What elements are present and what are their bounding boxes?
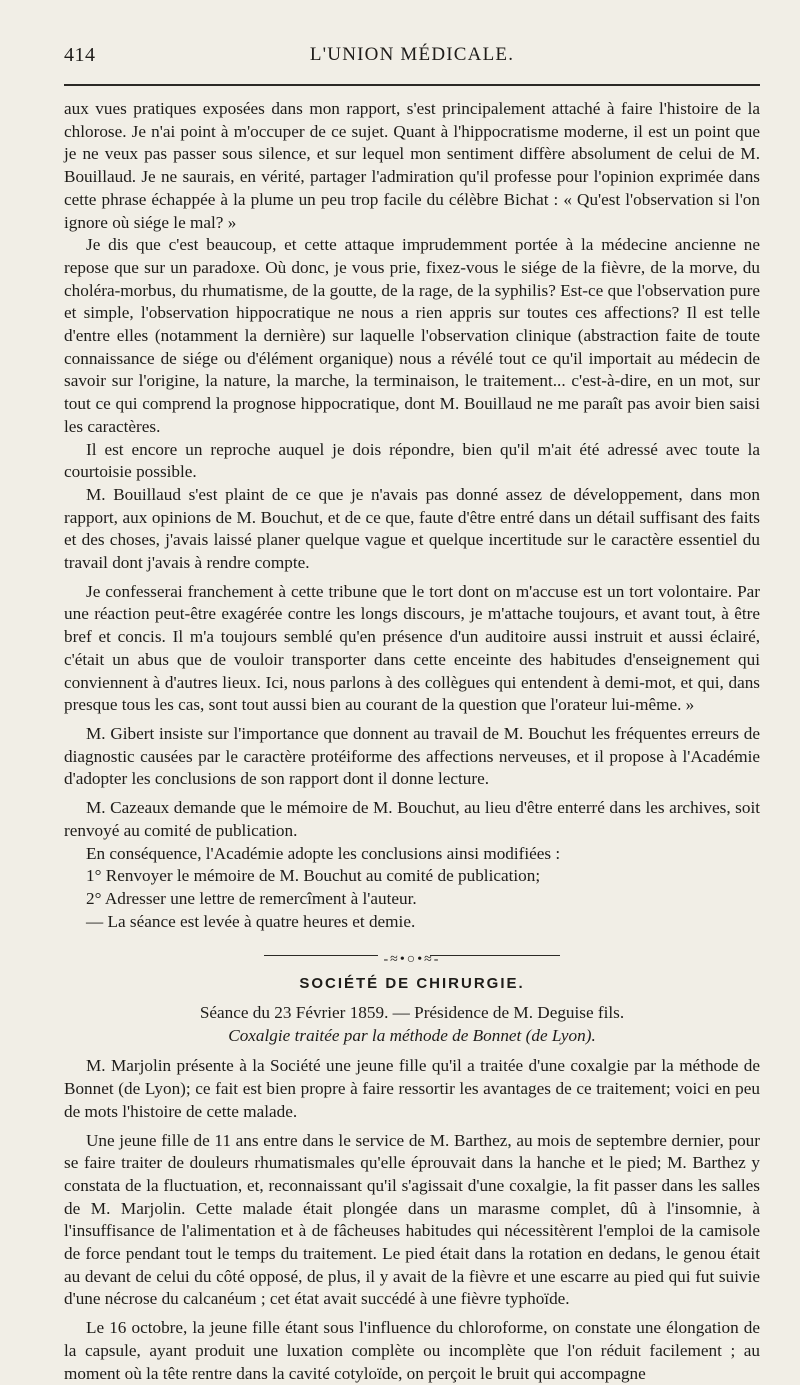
paragraph: Il est encore un reproche auquel je dois répondre, bien qu'il m'ait été adressé avec toute la courtoisie possible. [64,439,760,482]
conclusions-list [64,865,760,933]
paragraph: M. Bouillaud s'est plaint de ce que je n'avais pas donné assez de développement, dans mon rapport, aux opinions de M. Bouchut, et de ce que, faute d'être entré dans un détail suffisant des faits et des choses, j'avais laissé planer quelque vague et quelque incertitude sur le caractère essentiel du travail dont j'avais à rendre compte. [64,484,760,573]
list-item: — La séance est levée à quatre heures et demie. [86,911,416,931]
header-rule [64,84,760,86]
page-number: 414 [64,44,96,66]
list-item: 2° Adresser une lettre de remercîment à l'auteur. [86,888,417,908]
paragraph: M. Cazeaux demande que le mémoire de M. Bouchut, au lieu d'être enterré dans les archives, soit renvoyé au comité de publication. [64,798,760,840]
paragraph: Le 16 octobre, la jeune fille étant sous l'influence du chloroforme, on constate une élongation de la capsule, ayant produit une luxation complète ou incomplète que l'on réduit facilement ; au moment où la tête rentre dans la cavité cotyloïde, on perçoit le bruit qui accompagne [64,1318,760,1383]
paragraph: Je confesserai franchement à cette tribune que le tort dont on m'accuse est un tort volontaire. Par une réaction peut-être exagérée contre les longs discours, je m'attache toujours, et avant tout, à être bref et concis. Il m'a toujours semblé qu'en présence d'un auditoire aussi instruit et aussi éclairé, c'était un abus que de vouloir transporter dans cette enceinte des habitudes d'enseignement qui conviennent à d'autres lieux. Ici, nous parlons à des collègues qui entendent à demi-mot, et qui, dans presque tous les cas, sont tout aussi bien au courant de la question que l'orateur lui-même. » [64,581,760,715]
session-line: Séance du 23 Février 1859. — Présidence de M. Deguise fils. [199,1003,625,1023]
section-subtitle: Coxalgie traitée par la méthode de Bonnet (de Lyon). [228,1025,596,1045]
ornament-line-right [430,955,560,956]
ornament-line-left [264,955,394,956]
paragraph: Une jeune fille de 11 ans entre dans le service de M. Barthez, au mois de septembre dernier, pour se faire traiter de douleurs rhumatismales qu'elle éprouvait dans la hanche et le pied; M. Barthez y constata de la fluctuation, et, reconnaissant qu'il s'agissait d'une coxalgie, la fit passer dans les salles de M. Marjolin. Cette malade était plongée dans un marasme complet, dû à l'insomnie, à l'insuffisance de l'alimentation et à de fâcheuses habitudes qui nécessitèrent l'emploi de la camisole de force pendant tout le temps du traitement. Le pied était dans la rotation en dedans, le genou était au devant de celui du côté opposé, de plus, il y avait de la fièvre et une escarre au pied qui fut suivie d'une nécrose du calcanéum ; cet état avait succédé à une fièvre typhoïde. [64,1130,760,1309]
paragraph: aux vues pratiques exposées dans mon rapport, s'est principalement attaché à faire l'histoire de la chlorose. Je n'ai point à m'occuper de ce sujet. Quant à l'hippocratisme moderne, il est un point que je ne veux pas passer sous silence, et sur lequel mon sentiment diffère absolument de celui de M. Bouillaud. Je ne saurais, en vérité, partager l'admiration qu'il professe pour l'opinion exprimée dans cette phrase échappée à la plume un peu trop facile du célèbre Bichat : « Qu'est l'observation si l'on ignore où siége le mal? » [64,99,760,232]
section-title: SOCIÉTÉ DE CHIRURGIE. [299,975,525,993]
paragraph: M. Marjolin présente à la Société une jeune fille qu'il a traitée d'une coxalgie par la méthode de Bonnet (de Lyon); ce fait est bien propre à faire ressortir les avantages de ce traitement; voici en peu de mots l'histoire de cette malade. [64,1056,760,1121]
section-ornament [64,947,760,968]
paragraph: Je dis que c'est beaucoup, et cette attaque imprudemment portée à la médecine ancienne ne repose que sur un paradoxe. Où donc, je vous prie, fixez-vous le siége de la fièvre, de la morve, du choléra-morbus, du rhumatisme, de la goutte, de la rage, de la syphilis? Est-ce que l'observation pure et simple, l'observation hippocratique ne nous a rien appris sur toutes ces affections? Il est telle d'entre elles (notamment la dernière) sur laquelle l'observation clinique (abstraction faite de toute connaissance de siége ou d'élément organique) nous a révélé tout ce qu'il importait au médecin de savoir sur l'origine, la nature, la marche, la terminaison, le traitement... c'est-à-dire, en un mot, sur tout ce qui comprend la prognose hippocratique, dont M. Bouillaud ne me paraît pas avoir bien saisi les caractères. [64,235,760,436]
running-title: L'UNION MÉDICALE. [309,44,515,65]
ornament-mark: -≈•○•≈- [378,949,447,972]
article-body [64,98,760,1385]
paragraph: En conséquence, l'Académie adopte les conclusions ainsi modifiées : [86,843,561,863]
page-header [64,44,760,78]
paragraph: M. Gibert insiste sur l'importance que donnent au travail de M. Bouchut les fréquentes erreurs de diagnostic causées par le caractère protéiforme des affections nerveuses, et il propose à l'Académie d'adopter les conclusions de son rapport dont il donne lecture. [64,723,760,789]
list-item: 1° Renvoyer le mémoire de M. Bouchut au comité de publication; [86,866,541,886]
